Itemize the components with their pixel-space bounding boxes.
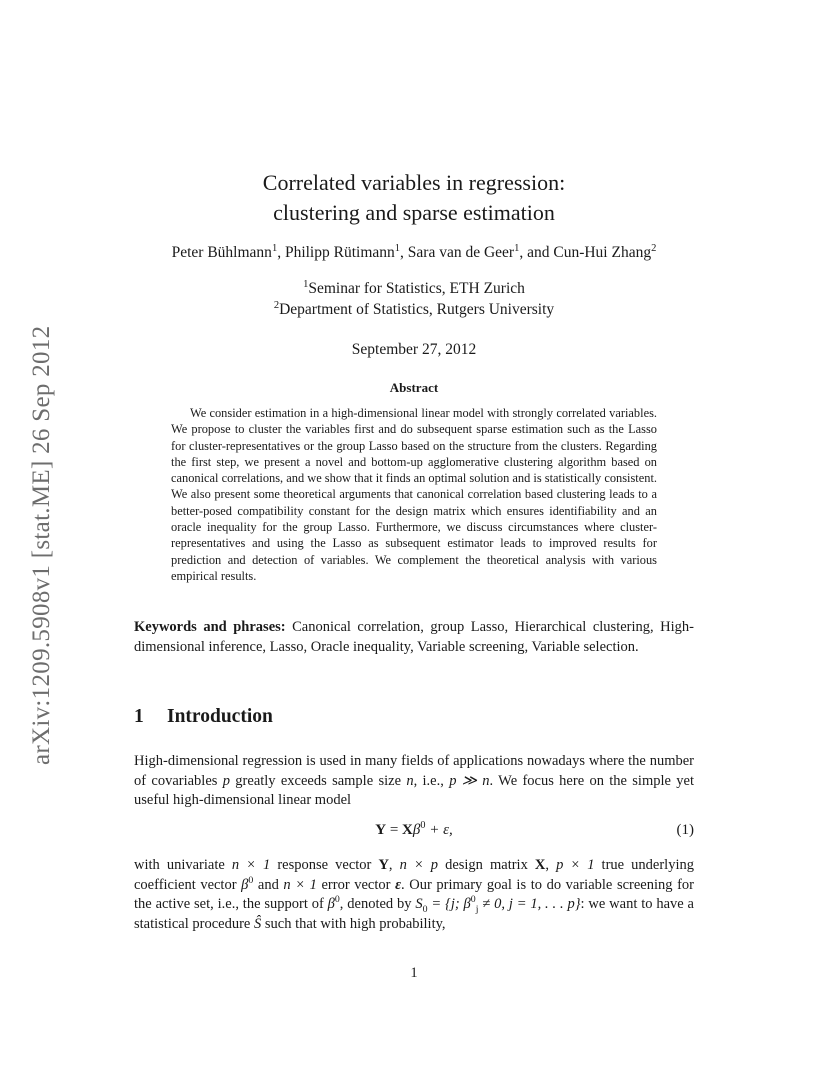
math-symbol: Y	[375, 822, 387, 838]
abstract-text: We consider estimation in a high-dimensional linear model with strongly correlated variables. We propose to cluster the variables first and do subsequent sparse estimation such as the Lasso for cluster-representatives or the group Lasso based on the structure from the clusters. Regarding the first step, we present a novel and bottom-up agglomerative clustering algorithm based on canonical correlations, and we show that it finds an optimal solution and is statistically consistent. We also present some theoretical arguments that canonical correlation based clustering leads to a better-posed compatibility constant for the design matrix which ensures identifiability and an oracle inequality for the group Lasso. Furthermore, we discuss circumstances where cluster-representatives and using the Lasso as subsequent estimator leads to improved results for prediction and detection of variables. We complement the theoretical analysis with various empirical results.	[171, 406, 657, 583]
math-expression: ≠ 0, j = 1, . . . p}	[478, 896, 581, 912]
math-subscript: 0	[422, 903, 428, 915]
text-run: response vector	[270, 857, 379, 873]
affiliation-mark: 1	[271, 242, 278, 254]
author-separator: ,	[277, 244, 285, 261]
affiliation-mark: 1	[514, 242, 520, 254]
text-run: : we want to have a statistical procedure	[134, 896, 694, 932]
section-title: Introduction	[167, 706, 273, 727]
affiliation-text: Seminar for Statistics, ETH Zurich	[308, 280, 525, 297]
author-name: Cun-Hui Zhang	[553, 244, 652, 261]
text-run: such that with high probability,	[261, 915, 446, 932]
title-line-1: Correlated variables in regression:	[262, 170, 566, 195]
text-run: , denoted by	[339, 896, 416, 912]
math-symbol: Y	[378, 857, 389, 873]
math-superscript: 0	[334, 894, 340, 906]
math-superscript: 0	[420, 820, 426, 831]
author-name: Peter Bühlmann	[171, 244, 272, 261]
affiliation-line	[0, 299, 828, 320]
section-heading	[134, 706, 273, 728]
math-expression: n × 1	[231, 857, 271, 873]
author-separator: ,	[400, 244, 408, 261]
affiliation-mark: 1	[303, 278, 309, 290]
page-number: 1	[410, 965, 418, 981]
text-run: error vector	[316, 876, 396, 893]
author-name: Sara van de Geer	[407, 244, 515, 261]
intro-paragraph-2	[134, 856, 694, 934]
paper-date: September 27, 2012	[351, 341, 477, 358]
math-symbol: β	[412, 822, 421, 838]
math-symbol: n	[406, 772, 414, 789]
math-superscript: 0	[470, 894, 476, 906]
math-symbol: X	[402, 822, 413, 838]
affiliations	[0, 278, 828, 320]
section-number: 1	[134, 706, 144, 727]
math-symbol: ε	[395, 876, 402, 893]
math-expression: = {j; β	[427, 896, 471, 912]
text-run: design matrix	[438, 857, 535, 873]
author-list	[0, 244, 828, 262]
text-run: greatly exceeds sample size	[229, 772, 407, 789]
author-separator: , and	[519, 244, 554, 261]
math-expression: n × 1	[283, 876, 317, 893]
author-name: Philipp Rütimann	[284, 244, 395, 261]
math-superscript: 0	[248, 874, 254, 886]
math-expression: p × 1	[556, 857, 595, 873]
math-expression: + ε,	[425, 822, 453, 838]
math-symbol: p	[222, 772, 230, 789]
keywords-label: Keywords and phrases:	[134, 619, 286, 635]
text-run: true underlying coefficient vector	[134, 857, 694, 893]
math-expression: n × p	[399, 857, 439, 873]
math-subscript: j	[475, 903, 479, 915]
text-run: . We focus here on the simple yet useful high-dimensional linear model	[134, 772, 694, 808]
math-symbol: S	[415, 896, 423, 912]
math-symbol: β	[241, 876, 249, 893]
affiliation-mark: 2	[273, 299, 280, 311]
affiliation-mark: 2	[651, 242, 657, 254]
title-line-2: clustering and sparse estimation	[273, 200, 555, 225]
math-symbol: X	[534, 857, 546, 873]
equation-body	[134, 822, 694, 839]
affiliation-mark: 1	[394, 242, 401, 254]
abstract-heading: Abstract	[389, 380, 439, 395]
text-run: ,	[545, 857, 557, 873]
arxiv-identifier-stamp: arXiv:1209.5908v1 [stat.ME] 26 Sep 2012	[28, 325, 55, 765]
affiliation-text: Department of Statistics, Rutgers University	[279, 301, 555, 318]
math-operator: =	[386, 822, 403, 838]
text-run: . Our primary goal is to do variable screening for the active set, i.e., the support of	[134, 876, 694, 912]
intro-paragraph-1	[134, 752, 694, 811]
text-run: with univariate	[134, 857, 232, 873]
text-run: and	[253, 876, 284, 893]
math-symbol: β	[327, 896, 335, 912]
text-run: High-dimensional regression is used in many fields of applications nowadays where the number of covariables	[134, 753, 694, 789]
text-run: ,	[388, 857, 400, 873]
paper-title	[0, 168, 828, 228]
keywords-text: Canonical correlation, group Lasso, Hierarchical clustering, High-dimensional inference, Lasso, Oracle inequality, Variable screening, Variable selection.	[134, 619, 694, 655]
keywords-block	[134, 618, 694, 657]
affiliation-line	[0, 278, 828, 299]
math-expression: p ≫ n	[449, 772, 490, 789]
text-run: , i.e.,	[413, 772, 450, 789]
math-symbol: Ŝ	[253, 915, 262, 932]
equation-number: (1)	[676, 822, 694, 838]
